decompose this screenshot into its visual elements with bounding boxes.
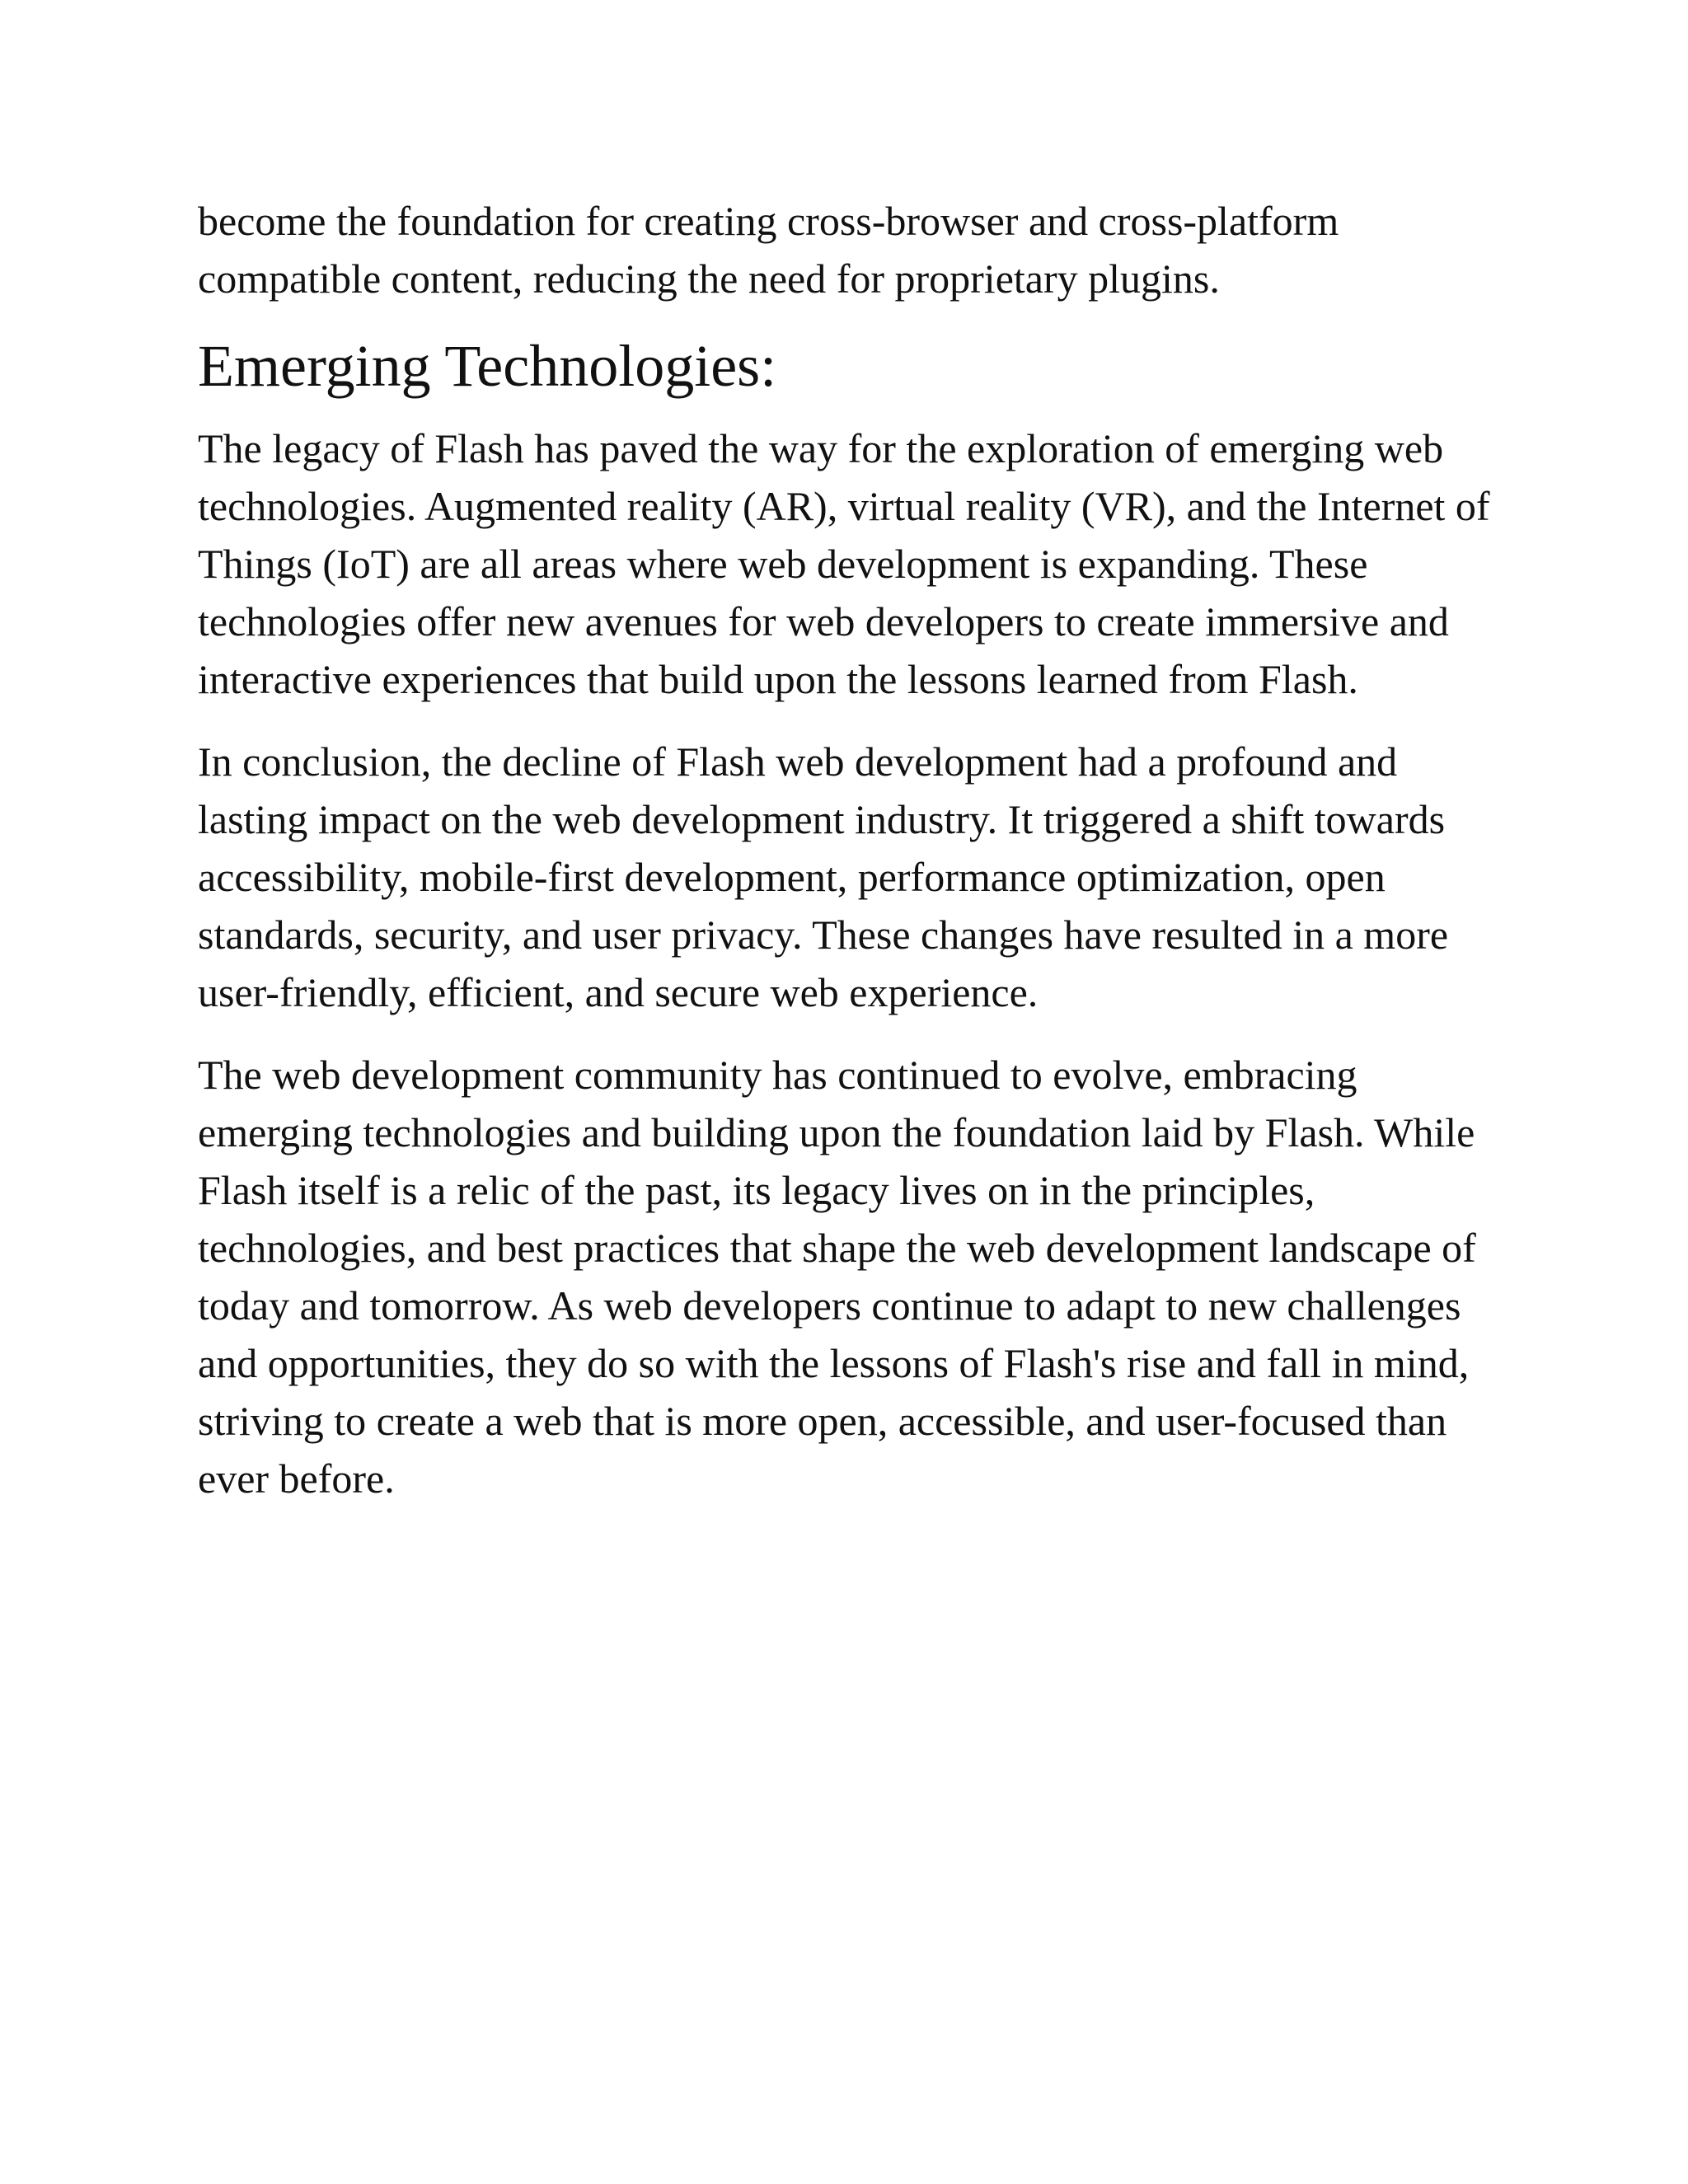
paragraph-conclusion: In conclusion, the decline of Flash web development had a profound and lasting impact on the web development industry. It triggered a shift towards accessibility, mobile-first development, performance optimization, open standards, security, and user privacy. These changes have resulted in a more user-friendly, efficient, and secure web experience.: [198, 738, 1449, 1015]
intro-paragraph: become the foundation for creating cross-browser and cross-platform compatible content, reducing the need for proprietary plugins.: [198, 198, 1339, 302]
paragraph-emerging-tech: The legacy of Flash has paved the way for the exploration of emerging web technologies. Augmented reality (AR), virtual reality (VR), and the Internet of Things (IoT) are all areas where web development is expanding. These technologies offer new avenues for web developers to create immersive and interactive experiences that build upon the lessons learned from Flash.: [198, 425, 1490, 702]
paragraph-community: The web development community has continued to evolve, embracing emerging technologies and building upon the foundation laid by Flash. While Flash itself is a relic of the past, its legacy lives on in the principles, technologies, and best practices that shape the web development landscape of today and tomorrow. As web developers continue to adapt to new challenges and opportunities, they do so with the lessons of Flash's rise and fall in mind, striving to create a web that is more open, accessible, and user-focused than ever before.: [198, 1052, 1476, 1502]
section-heading: Emerging Technologies:: [198, 333, 777, 399]
document-body: [198, 192, 1508, 1507]
